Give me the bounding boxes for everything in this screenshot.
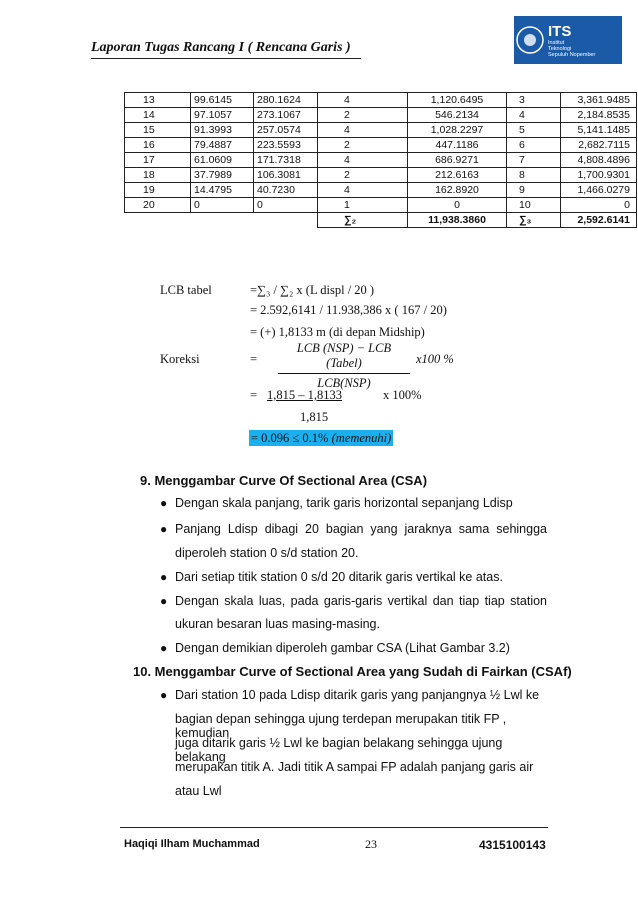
cell-product-1: 546.2134 — [408, 108, 507, 123]
logo-seal-core — [524, 34, 536, 46]
fraction-numerator: LCB (NSP) − LCB (Tabel) — [278, 341, 410, 374]
cell-product-1: 1,120.6495 — [408, 93, 507, 108]
numeric-numerator: 1,815 – 1,8133 — [267, 388, 342, 402]
logo-text: ITS — [548, 23, 572, 40]
lcb-formula-line3: = (+) 1,8133 m (di depan Midship) — [250, 325, 425, 339]
bullet-dot: ● — [160, 496, 168, 510]
report-header-title: Laporan Tugas Rancang I ( Rencana Garis ) — [91, 40, 351, 55]
logo-sub2: Teknologi — [548, 46, 572, 52]
cell-station: 19 — [125, 183, 191, 198]
section-9-bullet-3: Dari setiap titik station 0 s/d 20 ditarik garis vertikal ke atas. — [175, 570, 503, 584]
logo-sub3: Sepuluh Nopember — [548, 52, 596, 58]
sum-sigma3: ∑₃ — [507, 213, 561, 228]
cell-lever: 6 — [507, 138, 561, 153]
cell-lever: 8 — [507, 168, 561, 183]
cell-simpson-factor: 4 — [318, 153, 408, 168]
koreksi-label: Koreksi — [160, 352, 200, 366]
cell-product-1: 212.6163 — [408, 168, 507, 183]
section-10-line3: juga ditarik garis ½ Lwl ke bagian belakang sehingga ujung belakang — [175, 736, 503, 764]
section-9-bullet-4-line1: Dengan skala luas, pada garis-garis vertikal dan tiap tiap station — [175, 594, 547, 608]
cell-area-m2: 257.0574 — [254, 123, 318, 138]
cell-lever: 7 — [507, 153, 561, 168]
section-10-line2: bagian depan sehingga ujung terdepan merupakan titik FP , kemudian — [175, 712, 507, 740]
cell-area: 91.3993 — [191, 123, 254, 138]
cell-product-2: 1,466.0279 — [561, 183, 637, 198]
cell-simpson-factor: 4 — [318, 183, 408, 198]
cell-station: 15 — [125, 123, 191, 138]
cell-product-2: 1,700.9301 — [561, 168, 637, 183]
cell-area: 79.4887 — [191, 138, 254, 153]
bullet-dot: ● — [160, 641, 168, 655]
cell-simpson-factor: 1 — [318, 198, 408, 213]
cell-simpson-factor: 2 — [318, 108, 408, 123]
cell-product-1: 447.1186 — [408, 138, 507, 153]
lcb-tabel-label: LCB tabel — [160, 283, 212, 297]
logo-sub1: Institut — [548, 40, 565, 46]
section-9-bullet-1: Dengan skala panjang, tarik garis horizontal sepanjang Ldisp — [175, 496, 513, 510]
footer-student-id: 4315100143 — [479, 838, 546, 852]
cell-product-2: 4,808.4896 — [561, 153, 637, 168]
cell-area-m2: 273.1067 — [254, 108, 318, 123]
cell-product-2: 5,141.1485 — [561, 123, 637, 138]
result-highlight — [249, 431, 393, 446]
cell-area-m2: 0 — [254, 198, 318, 213]
cell-station: 13 — [125, 93, 191, 108]
cell-product-1: 686.9271 — [408, 153, 507, 168]
cell-lever: 3 — [507, 93, 561, 108]
cell-product-2: 3,361.9485 — [561, 93, 637, 108]
cell-lever: 5 — [507, 123, 561, 138]
table-row — [125, 153, 637, 168]
bullet-dot: ● — [160, 594, 168, 608]
cell-area: 99.6145 — [191, 93, 254, 108]
cell-product-1: 0 — [408, 198, 507, 213]
cell-station: 16 — [125, 138, 191, 153]
section-9-bullet-2-line1: Panjang Ldisp dibagi 20 bagian yang jaraknya sama sehingga — [175, 522, 547, 536]
cell-station: 20 — [125, 198, 191, 213]
cell-station: 14 — [125, 108, 191, 123]
cell-area: 0 — [191, 198, 254, 213]
page-number: 23 — [365, 837, 377, 851]
empty-cell — [254, 213, 318, 228]
section-10-line1: Dari station 10 pada Ldisp ditarik garis yang panjangnya ½ Lwl ke — [175, 688, 540, 702]
footer-author: Haqiqi Ilham Muchammad — [124, 838, 260, 850]
section-9-bullet-4-line2: ukuran besaran luas masing-masing. — [175, 617, 380, 631]
section-10-heading: 10. Menggambar Curve of Sectional Area yang Sudah di Fairkan (CSAf) — [133, 664, 572, 679]
lcb-formula-line2: = 2.592,6141 / 11.938,386 x ( 167 / 20) — [250, 303, 447, 317]
numeric-eq: = — [250, 388, 258, 402]
cell-product-2: 0 — [561, 198, 637, 213]
sum-sigma2: ∑₂ — [318, 213, 408, 228]
header-rule — [91, 58, 361, 59]
cell-lever: 10 — [507, 198, 561, 213]
cell-lever: 9 — [507, 183, 561, 198]
table-row — [125, 138, 637, 153]
cell-simpson-factor: 2 — [318, 138, 408, 153]
cell-area-m2: 280.1624 — [254, 93, 318, 108]
table-row — [125, 108, 637, 123]
cell-area: 97.1057 — [191, 108, 254, 123]
section-9-bullet-2-line2: diperoleh station 0 s/d station 20. — [175, 546, 359, 560]
cell-simpson-factor: 4 — [318, 93, 408, 108]
koreksi-eq: = — [250, 352, 258, 366]
section-9-bullet-5: Dengan demikian diperoleh gambar CSA (Lihat Gambar 3.2) — [175, 641, 510, 655]
section-9-heading: 9. Menggambar Curve Of Sectional Area (CSA) — [140, 473, 428, 488]
table-row — [125, 198, 637, 213]
table-sum-row — [125, 213, 637, 228]
bullet-dot: ● — [160, 688, 168, 702]
cell-station: 17 — [125, 153, 191, 168]
numeric-denominator: 1,815 — [300, 410, 329, 424]
cell-area: 14.4795 — [191, 183, 254, 198]
bullet-dot: ● — [160, 522, 168, 536]
section-10-line5: atau Lwl — [175, 784, 222, 798]
cell-area-m2: 40.7230 — [254, 183, 318, 198]
cell-product-2: 2,184.8535 — [561, 108, 637, 123]
cell-area-m2: 106.3081 — [254, 168, 318, 183]
cell-product-1: 162.8920 — [408, 183, 507, 198]
section-10-line4: merupakan titik A. Jadi titik A sampai FP adalah panjang garis air — [175, 760, 534, 774]
fraction-denominator: LCB(NSP) — [317, 376, 371, 390]
cell-area-m2: 171.7318 — [254, 153, 318, 168]
sum-total3: 2,592.6141 — [561, 213, 637, 228]
table-row — [125, 183, 637, 198]
cell-area-m2: 223.5593 — [254, 138, 318, 153]
bullet-dot: ● — [160, 570, 168, 584]
empty-cell — [125, 213, 191, 228]
cell-product-2: 2,682.7115 — [561, 138, 637, 153]
sum-total2: 11,938.3860 — [408, 213, 507, 228]
cell-lever: 4 — [507, 108, 561, 123]
cell-simpson-factor: 2 — [318, 168, 408, 183]
table-row — [125, 93, 637, 108]
fraction-multiplier: x100 % — [416, 352, 454, 366]
koreksi-fraction — [278, 341, 410, 391]
cell-station: 18 — [125, 168, 191, 183]
table-row — [125, 168, 637, 183]
result-value: = 0.096 ≤ 0.1% — [251, 431, 329, 445]
numeric-multiplier: x 100% — [383, 388, 422, 402]
table-row — [125, 123, 637, 138]
cell-product-1: 1,028.2297 — [408, 123, 507, 138]
empty-cell — [191, 213, 254, 228]
cell-area: 61.0609 — [191, 153, 254, 168]
cell-simpson-factor: 4 — [318, 123, 408, 138]
cell-area: 37.7989 — [191, 168, 254, 183]
result-note: (memenuhi) — [331, 431, 392, 445]
its-logo — [514, 16, 622, 64]
footer-rule — [120, 827, 548, 828]
displacement-table — [124, 92, 637, 228]
lcb-formula-line1: =∑₃ / ∑₂ x (L displ / 20 ) — [250, 283, 375, 297]
